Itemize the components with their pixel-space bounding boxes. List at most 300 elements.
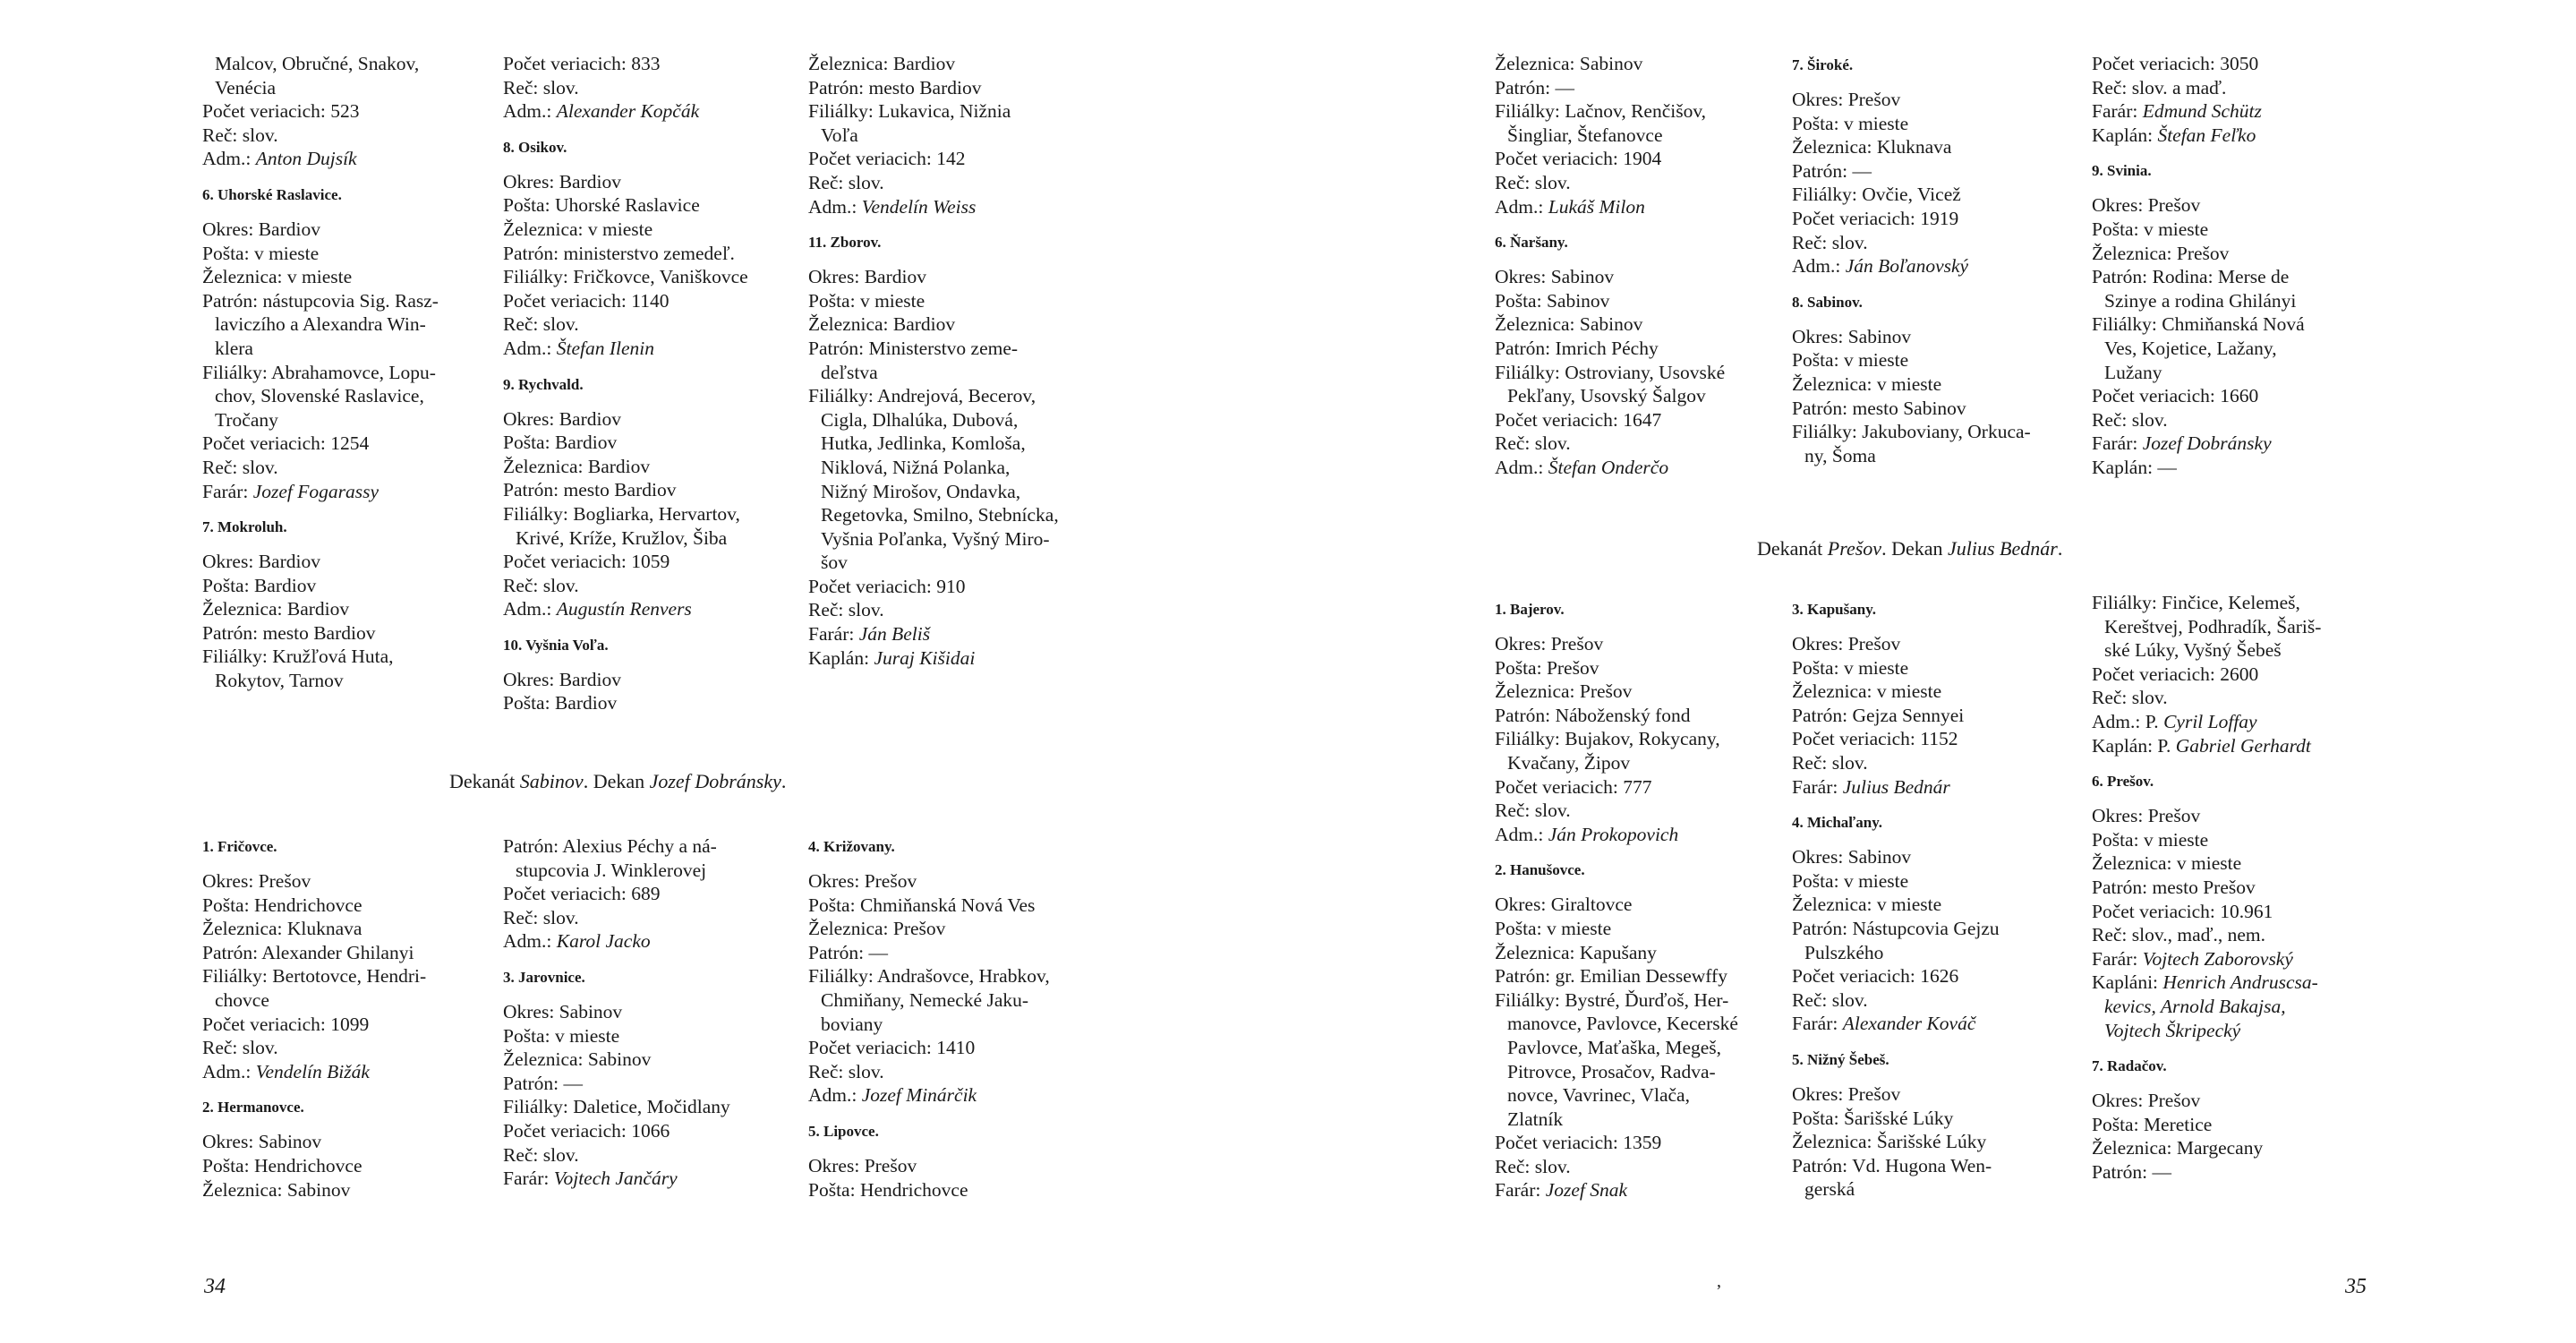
entry-line bbox=[2092, 52, 2378, 76]
entry-line bbox=[1495, 632, 1781, 656]
entry-text: Tročany bbox=[215, 408, 278, 431]
parish-heading: 10. Vyšnia Voľa. bbox=[503, 636, 609, 654]
entry-name-italic: Jozef Minárčik bbox=[861, 1084, 977, 1107]
entry-text: Pošta: v mieste bbox=[1792, 349, 1909, 372]
entry-text: Patrón: mesto Prešov bbox=[2092, 876, 2256, 898]
parish-heading: 3. Kapušany. bbox=[1792, 601, 1877, 618]
entry-line bbox=[202, 941, 489, 965]
entry-text: Filiálky: Bertotovce, Hendri- bbox=[202, 965, 427, 988]
entry-text: Pošta: Chmiňanská Nová Ves bbox=[808, 894, 1036, 916]
entry-text: Regetovka, Smilno, Stebnícka, bbox=[821, 504, 1059, 526]
entry-text: Kapláni: bbox=[2092, 971, 2163, 994]
entry-line bbox=[202, 964, 489, 988]
entry-text: novce, Vavrinec, Vlača, bbox=[1507, 1084, 1690, 1107]
entry-line bbox=[1792, 727, 2078, 751]
entry-line bbox=[808, 551, 1095, 575]
entry-text: Počet veriacich: 910 bbox=[808, 575, 966, 597]
entry-text: Reč: slov. bbox=[503, 313, 579, 336]
entry-text: Reč: slov. bbox=[202, 124, 278, 146]
entry-text: Patrón: Vd. Hugona Wen- bbox=[1792, 1154, 1992, 1176]
entry-text: Farár: bbox=[2092, 100, 2143, 123]
entry-line bbox=[503, 170, 789, 194]
entry-text: Pošta: Hendrichovce bbox=[202, 1154, 363, 1176]
entry-text: Železnica: v mieste bbox=[202, 266, 353, 288]
entry-text: Pekľany, Usovský Šalgov bbox=[1507, 385, 1706, 407]
entry-line bbox=[808, 598, 1095, 622]
entry-text: Reč: slov. bbox=[808, 171, 884, 193]
entry-name-italic: Juraj Kišidai bbox=[874, 646, 976, 669]
entry-line bbox=[1792, 869, 2078, 894]
entry-line bbox=[2092, 638, 2378, 663]
parish-heading: 8. Osikov. bbox=[503, 138, 567, 156]
entry-text: laviczího a Alexandra Win- bbox=[215, 313, 426, 336]
entry-line bbox=[503, 52, 789, 76]
entry-text: Reč: slov. bbox=[503, 906, 579, 928]
entry-line bbox=[2092, 947, 2378, 971]
dekanat-label: Dekanát bbox=[1757, 537, 1828, 560]
entry-line bbox=[202, 456, 489, 480]
entry-line bbox=[1495, 1083, 1781, 1108]
entry-line bbox=[2092, 923, 2378, 947]
entry-text: Patrón: ministerstvo zemedeľ. bbox=[503, 242, 735, 264]
entry-text: Pošta: Hendrichovce bbox=[202, 894, 363, 916]
entry-line bbox=[503, 574, 789, 598]
entry-name-italic: Jozef Snak bbox=[1545, 1179, 1628, 1202]
entry-line bbox=[2092, 99, 2378, 124]
entry-line bbox=[202, 1060, 489, 1084]
entry-text: Pošta: Uhorské Raslavice bbox=[503, 194, 700, 217]
parish-heading: 2. Hermanovce. bbox=[202, 1099, 304, 1116]
entry-line bbox=[1495, 361, 1781, 385]
entry-line bbox=[202, 312, 489, 337]
entry-text: Železnica: v mieste bbox=[1792, 680, 1942, 703]
entry-text: Patrón: mesto Bardiov bbox=[808, 76, 982, 98]
entry-text: Pošta: v mieste bbox=[1792, 112, 1909, 134]
entry-name-italic: Augustín Renvers bbox=[556, 598, 692, 620]
entry-text: Kaplán: bbox=[2092, 124, 2158, 146]
entry-line bbox=[1495, 751, 1781, 775]
entry-text: Reč: slov. bbox=[1495, 432, 1571, 455]
entry-text: Adm.: bbox=[1495, 195, 1548, 218]
entry-text: Adm.: bbox=[503, 100, 557, 123]
entry-line bbox=[503, 668, 789, 692]
entry-text: Reč: slov. bbox=[1792, 988, 1868, 1011]
entry-text: Železnica: Sabinov bbox=[1495, 53, 1643, 74]
entry-text: Železnica: v mieste bbox=[1792, 894, 1942, 916]
entry-name-italic: Gabriel Gerhardt bbox=[2175, 734, 2311, 757]
entry-line bbox=[503, 1048, 789, 1072]
entry-name-italic: Karol Jacko bbox=[556, 930, 651, 953]
entry-line bbox=[503, 550, 789, 574]
right-bottom-col-3 bbox=[2092, 591, 2378, 1184]
entry-text: Filiálky: Bujakov, Rokycany, bbox=[1495, 728, 1720, 750]
entry-text: Počet veriacich: 1647 bbox=[1495, 408, 1662, 431]
entry-text: Okres: Bardiov bbox=[808, 266, 926, 288]
entry-line bbox=[808, 265, 1095, 289]
entry-text: Okres: Bardiov bbox=[202, 218, 320, 240]
entry-line bbox=[1495, 195, 1781, 219]
entry-line bbox=[808, 1083, 1095, 1108]
entry-text: Filiálky: Bystré, Ďurďoš, Her- bbox=[1495, 988, 1729, 1011]
entry-line bbox=[2092, 710, 2378, 734]
entry-text: šov bbox=[821, 552, 848, 574]
entry-line bbox=[1495, 147, 1781, 171]
entry-line bbox=[2092, 456, 2378, 480]
entry-line bbox=[808, 1036, 1095, 1060]
entry-line bbox=[202, 894, 489, 918]
entry-text: Cigla, Dlhalúka, Dubová, bbox=[821, 408, 1019, 431]
entry-text: Patrón: Gejza Sennyei bbox=[1792, 704, 1965, 726]
entry-text: Filiálky: Lačnov, Renčišov, bbox=[1495, 100, 1707, 123]
entry-line bbox=[503, 1072, 789, 1096]
entry-line bbox=[808, 52, 1095, 76]
entry-line bbox=[202, 99, 489, 124]
entry-text: Voľa bbox=[821, 124, 858, 146]
entry-text: Pitrovce, Prosačov, Radva- bbox=[1507, 1060, 1716, 1082]
parish-heading: 6. Uhorské Raslavice. bbox=[202, 185, 342, 203]
entry-text: Patrón: Alexander Ghilanyi bbox=[202, 941, 414, 963]
entry-name-italic: Alexander Kováč bbox=[1842, 1013, 1976, 1035]
dekanat-dean: Jozef Dobránsky bbox=[649, 770, 781, 792]
entry-text: Adm.: bbox=[1792, 255, 1846, 278]
entry-name-italic: Edmund Schütz bbox=[2142, 100, 2262, 123]
right-top-col-3 bbox=[2092, 52, 2378, 480]
entry-text: Počet veriacich: 1254 bbox=[202, 432, 370, 455]
entry-line bbox=[808, 384, 1095, 408]
entry-text: Počet veriacich: 1059 bbox=[503, 551, 670, 573]
entry-name-italic: Vendelín Weiss bbox=[861, 195, 977, 218]
entry-name-italic: Vendelín Bižák bbox=[255, 1060, 370, 1082]
entry-text: Patrón: Alexius Péchy a ná- bbox=[503, 835, 717, 857]
entry-line bbox=[202, 1130, 489, 1154]
entry-line bbox=[1495, 432, 1781, 456]
entry-line bbox=[1792, 1107, 2078, 1131]
parish-heading: 6. Prešov. bbox=[2092, 773, 2154, 791]
entry-line bbox=[808, 527, 1095, 552]
parish-heading: 8. Sabinov. bbox=[1792, 293, 1863, 311]
entry-line bbox=[808, 646, 1095, 671]
entry-text: Patrón: Imrich Péchy bbox=[1495, 337, 1659, 359]
entry-line bbox=[808, 988, 1095, 1013]
entry-line bbox=[808, 147, 1095, 171]
parish-heading: 6. Ňaršany. bbox=[1495, 234, 1568, 252]
entry-text: Patrón: mesto Bardiov bbox=[202, 621, 376, 644]
entry-line bbox=[1792, 1177, 2078, 1202]
entry-text: deľstva bbox=[821, 361, 878, 383]
entry-line bbox=[202, 574, 489, 598]
entry-text: Železnica: v mieste bbox=[1792, 372, 1942, 395]
entry-line bbox=[2092, 1136, 2378, 1160]
entry-line bbox=[1495, 1012, 1781, 1036]
entry-name-italic: Anton Dujsík bbox=[255, 148, 357, 170]
entry-text: Filiálky: Ovčie, Vicež bbox=[1792, 184, 1961, 206]
entry-text: Počet veriacich: 777 bbox=[1495, 775, 1652, 798]
entry-text: Patrón: Ministerstvo zeme- bbox=[808, 337, 1019, 359]
entry-line bbox=[202, 76, 489, 100]
entry-text: Vyšnia Poľanka, Vyšný Miro- bbox=[821, 527, 1050, 550]
entry-text: Lužany bbox=[2104, 361, 2162, 383]
entry-line bbox=[202, 52, 489, 76]
entry-line bbox=[1792, 420, 2078, 444]
entry-text: Filiálky: Bogliarka, Hervartov, bbox=[503, 502, 740, 525]
entry-text: Okres: Prešov bbox=[2092, 194, 2201, 217]
entry-line bbox=[1495, 408, 1781, 432]
entry-text: Pulszkého bbox=[1804, 941, 1884, 963]
entry-line bbox=[1495, 1108, 1781, 1132]
entry-text: Patrón: nástupcovia Sig. Rasz- bbox=[202, 289, 439, 312]
entry-text: Počet veriacich: 523 bbox=[202, 100, 360, 123]
entry-text: Kaplán: P. bbox=[2092, 734, 2176, 757]
entry-line bbox=[2092, 124, 2378, 148]
entry-text: chov, Slovenské Raslavice, bbox=[215, 385, 424, 407]
entry-text: Malcov, Obručné, Snakov, bbox=[215, 53, 420, 74]
entry-text: Počet veriacich: 1660 bbox=[2092, 385, 2259, 407]
entry-text: Reč: slov., maď., nem. bbox=[2092, 924, 2266, 946]
parish-heading: 4. Michaľany. bbox=[1792, 814, 1883, 832]
entry-line bbox=[2092, 828, 2378, 852]
entry-line bbox=[2092, 384, 2378, 408]
entry-text: Adm.: bbox=[808, 195, 862, 218]
entry-text: Farár: bbox=[2092, 947, 2143, 970]
entry-line bbox=[2092, 615, 2378, 639]
entry-line bbox=[503, 1167, 789, 1191]
entry-text: Adm.: bbox=[808, 1084, 862, 1107]
entry-text: Okres: Sabinov bbox=[1792, 325, 1912, 347]
entry-line bbox=[2092, 876, 2378, 900]
entry-text: Farár: bbox=[503, 1168, 554, 1190]
entry-line bbox=[808, 917, 1095, 941]
entry-text: Železnica: Bardiov bbox=[808, 313, 956, 336]
entry-line bbox=[1792, 135, 2078, 159]
entry-line bbox=[1495, 1131, 1781, 1155]
entry-text: Filiálky: Lukavica, Nižnia bbox=[808, 100, 1011, 123]
entry-line bbox=[202, 124, 489, 148]
entry-text: klera bbox=[215, 337, 253, 359]
entry-text: Adm.: bbox=[503, 337, 557, 359]
entry-text: Farár: bbox=[1792, 1013, 1843, 1035]
entry-line bbox=[808, 337, 1095, 361]
entry-line bbox=[202, 1013, 489, 1037]
entry-text: Počet veriacich: 1626 bbox=[1792, 965, 1959, 988]
entry-line bbox=[2092, 312, 2378, 337]
entry-line bbox=[503, 312, 789, 337]
entry-line bbox=[503, 526, 789, 551]
entry-text: Reč: slov. bbox=[202, 1037, 278, 1059]
entry-text: Železnica: Sabinov bbox=[202, 1178, 351, 1201]
entry-line bbox=[808, 622, 1095, 646]
entry-line bbox=[808, 894, 1095, 918]
entry-text: Hutka, Jedlinka, Komloša, bbox=[821, 432, 1026, 455]
entry-text: Filiálky: Finčice, Kelemeš, bbox=[2092, 592, 2300, 613]
entry-line bbox=[1792, 88, 2078, 112]
entry-text: Železnica: Bardiov bbox=[808, 53, 956, 74]
entry-line bbox=[1495, 988, 1781, 1013]
entry-text: Pošta: v mieste bbox=[808, 289, 925, 312]
entry-line bbox=[1792, 704, 2078, 728]
entry-line bbox=[2092, 995, 2378, 1019]
entry-line bbox=[202, 1036, 489, 1060]
entry-line bbox=[202, 361, 489, 385]
entry-line bbox=[2092, 734, 2378, 758]
dekanat-end: . bbox=[2057, 537, 2063, 560]
entry-text: Reč: slov. bbox=[503, 574, 579, 596]
entry-text: Adm.: bbox=[503, 598, 557, 620]
right-top-col-2 bbox=[1792, 56, 2078, 467]
parish-heading: 5. Nižný Šebeš. bbox=[1792, 1050, 1889, 1068]
entry-text: Venécia bbox=[215, 76, 277, 98]
entry-text: Farár: bbox=[1792, 775, 1843, 798]
entry-text: Šingliar, Štefanovce bbox=[1507, 124, 1663, 146]
entry-name-italic: Cyril Loffay bbox=[2163, 710, 2257, 732]
entry-text: manovce, Pavlovce, Kecerské bbox=[1507, 1013, 1738, 1035]
entry-line bbox=[503, 1000, 789, 1024]
entry-line bbox=[202, 917, 489, 941]
entry-text: Železnica: v mieste bbox=[503, 218, 653, 240]
entry-text: Okres: Sabinov bbox=[503, 1000, 623, 1022]
entry-text: Pošta: Bardiov bbox=[503, 692, 618, 714]
entry-line bbox=[503, 597, 789, 621]
entry-text: Železnica: Kapušany bbox=[1495, 941, 1657, 963]
entry-line bbox=[808, 869, 1095, 894]
entry-line bbox=[202, 265, 489, 289]
entry-line bbox=[202, 669, 489, 693]
entry-line bbox=[808, 124, 1095, 148]
entry-text: Patrón: gr. Emilian Dessewffy bbox=[1495, 965, 1727, 988]
entry-text: Reč: slov. bbox=[1792, 751, 1868, 774]
entry-line bbox=[1495, 99, 1781, 124]
entry-line bbox=[2092, 337, 2378, 361]
dekanat-mid: . Dekan bbox=[583, 770, 650, 792]
left-bottom-col-2 bbox=[503, 834, 789, 1191]
entry-line bbox=[2092, 218, 2378, 242]
entry-line bbox=[202, 869, 489, 894]
entry-line bbox=[503, 431, 789, 455]
entry-name-italic: Lukáš Milon bbox=[1548, 195, 1645, 218]
entry-text: Pošta: v mieste bbox=[2092, 828, 2209, 851]
entry-text: Reč: slov. bbox=[808, 599, 884, 621]
entry-line bbox=[1792, 680, 2078, 704]
entry-text: Železnica: Kluknava bbox=[202, 918, 363, 940]
entry-line bbox=[503, 289, 789, 313]
entry-line bbox=[2092, 432, 2378, 456]
right-bottom-col-1 bbox=[1495, 600, 1781, 1202]
entry-line bbox=[808, 76, 1095, 100]
entry-line bbox=[808, 503, 1095, 527]
entry-line bbox=[202, 337, 489, 361]
entry-line bbox=[503, 929, 789, 954]
entry-line bbox=[202, 1178, 489, 1202]
entry-line bbox=[202, 480, 489, 504]
entry-line bbox=[503, 193, 789, 218]
entry-line bbox=[1792, 632, 2078, 656]
entry-text: Počet veriacich: 1099 bbox=[202, 1013, 370, 1035]
entry-line bbox=[202, 289, 489, 313]
entry-text: Patrón: — bbox=[1792, 159, 1872, 182]
entry-line bbox=[808, 99, 1095, 124]
entry-line bbox=[1495, 289, 1781, 313]
right-top-col-1 bbox=[1495, 52, 1781, 480]
entry-line bbox=[202, 645, 489, 669]
entry-text: boviany bbox=[821, 1013, 883, 1035]
left-top-col-3 bbox=[808, 52, 1095, 670]
entry-text: gerská bbox=[1804, 1178, 1855, 1201]
parish-heading: 4. Križovany. bbox=[808, 838, 895, 855]
entry-name-italic: Štefan Feľko bbox=[2157, 124, 2256, 146]
entry-line bbox=[202, 1154, 489, 1178]
entry-text: Patrón: — bbox=[808, 941, 888, 963]
entry-text: Železnica: Prešov bbox=[2092, 242, 2230, 264]
entry-text: Okres: Bardiov bbox=[503, 407, 621, 430]
entry-text: Reč: slov. bbox=[503, 76, 579, 98]
entry-text: Farár: bbox=[2092, 432, 2143, 455]
parish-heading: 5. Lipovce. bbox=[808, 1122, 879, 1140]
entry-line bbox=[503, 218, 789, 242]
parish-heading: 3. Jarovnice. bbox=[503, 968, 585, 986]
entry-text: Počet veriacich: 1152 bbox=[1792, 728, 1958, 750]
entry-text: Pošta: Šarišské Lúky bbox=[1792, 1107, 1954, 1129]
entry-line bbox=[2092, 804, 2378, 828]
parish-heading: 7. Mokroluh. bbox=[202, 518, 287, 536]
entry-name-italic: Henrich Andruscsa- bbox=[2162, 971, 2318, 994]
entry-line bbox=[1495, 964, 1781, 988]
entry-text: Okres: Prešov bbox=[1792, 89, 1901, 110]
page-number-left: 34 bbox=[204, 1275, 226, 1298]
entry-line bbox=[2092, 1113, 2378, 1137]
entry-line bbox=[1495, 384, 1781, 408]
entry-line bbox=[808, 361, 1095, 385]
entry-text: Reč: slov. a maď. bbox=[2092, 76, 2227, 98]
entry-text: Patrón: Rodina: Merse de bbox=[2092, 266, 2290, 288]
entry-text: Kvačany, Žipov bbox=[1507, 751, 1631, 774]
parish-heading: 7. Radačov. bbox=[2092, 1057, 2167, 1075]
entry-line bbox=[1792, 775, 2078, 800]
entry-line bbox=[808, 171, 1095, 195]
entry-text: Pošta: v mieste bbox=[503, 1024, 620, 1047]
entry-text: Počet veriacich: 1410 bbox=[808, 1037, 976, 1059]
entry-line bbox=[1495, 456, 1781, 480]
left-bottom-col-1 bbox=[202, 837, 489, 1202]
entry-text: Pošta: Meretice bbox=[2092, 1113, 2213, 1135]
entry-line bbox=[503, 882, 789, 906]
entry-line bbox=[1495, 1155, 1781, 1179]
dekanat-mid: . Dekan bbox=[1881, 537, 1948, 560]
entry-text: Počet veriacich: 1359 bbox=[1495, 1132, 1662, 1154]
entry-line bbox=[1792, 964, 2078, 988]
entry-line bbox=[1495, 941, 1781, 965]
entry-line bbox=[1495, 704, 1781, 728]
entry-line bbox=[2092, 1089, 2378, 1113]
right-bottom-col-2 bbox=[1792, 600, 2078, 1202]
entry-line bbox=[808, 1178, 1095, 1202]
entry-line bbox=[2092, 1019, 2378, 1043]
entry-text: Kaplán: bbox=[808, 646, 874, 669]
entry-text: ny, Šoma bbox=[1804, 444, 1876, 466]
entry-line bbox=[503, 859, 789, 883]
dekanat-sabinov-heading bbox=[449, 770, 786, 793]
entry-line bbox=[503, 99, 789, 124]
entry-text: Reč: slov. bbox=[1792, 231, 1868, 253]
entry-text: Pošta: v mieste bbox=[1792, 869, 1909, 892]
entry-text: Okres: Prešov bbox=[808, 870, 917, 892]
entry-text: Pošta: Prešov bbox=[1495, 656, 1599, 679]
entry-text: Počet veriacich: 1066 bbox=[503, 1119, 670, 1142]
entry-line bbox=[503, 76, 789, 100]
parish-heading: 7. Široké. bbox=[1792, 56, 1854, 73]
entry-text: Okres: Giraltovce bbox=[1495, 894, 1633, 916]
entry-line bbox=[1792, 988, 2078, 1013]
entry-name-italic: Julius Bednár bbox=[1842, 775, 1950, 798]
entry-line bbox=[503, 407, 789, 432]
